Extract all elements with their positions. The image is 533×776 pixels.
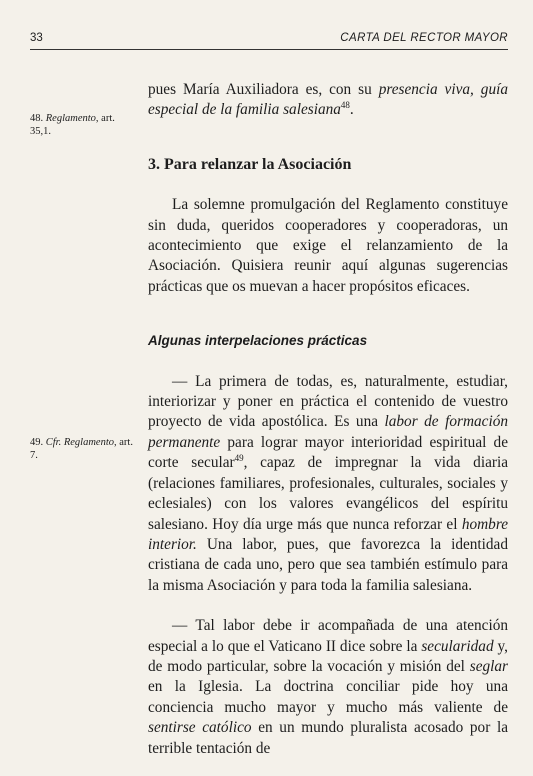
note-reference: , art. 35,1. [30, 113, 115, 137]
paragraph-gap [148, 596, 508, 616]
p2-text-e: en la Iglesia. La doctrina conciliar pide hoy una conciencia mucho mayor y mucho más valiente de [148, 678, 508, 716]
page-number: 33 [30, 32, 43, 44]
p2-emphasis-seglar: seglar [469, 657, 508, 675]
note-number: 49. [30, 437, 44, 448]
note-number: 48. [30, 113, 44, 124]
footnote-ref-49: 49 [234, 453, 244, 464]
intro-end: . [349, 101, 354, 119]
note-reference: , art. 7. [30, 437, 133, 461]
p1-text-f: Una labor, pues, que favorezca la identidad cristiana de cada uno, pero que sea también estímulo para la misma Asociación y para toda la familia salesiana. [148, 535, 508, 594]
section-title: 3. Para relanzar la Asociación [148, 155, 352, 173]
running-title: CARTA DEL RECTOR MAYOR [340, 32, 508, 44]
page-body [148, 80, 508, 759]
p2-text-c: y, de modo particular, sobre la vocación y misión del [148, 637, 508, 675]
intro-emphasis: presencia viva, guía especial de la familia salesiana [148, 81, 508, 119]
p1-emphasis-hombre: hombre interior. [148, 515, 508, 553]
margin-note-48 [30, 112, 138, 138]
p1-text-d: , capaz de impregnar la vida diaria (relaciones familiares, profesionales, culturales, sociales y eclesiales) con los valores evangélicos del espíritu salesiano. Hoy día urge más que nunca reforzar el [148, 454, 508, 533]
p2-emphasis-secularidad: secularidad [421, 637, 494, 655]
p1-text-a: — La primera de todas, es, naturalmente, estudiar, interiorizar y poner en práctica el contenido de vuestro proyecto de vida apostólica. Es una [148, 372, 508, 431]
p1-text-c: para lograr mayor interioridad espiritual de corte secular [148, 433, 508, 472]
note-source: Reglamento [61, 437, 114, 448]
page-header [30, 32, 508, 50]
note-prefix: Cfr. [45, 437, 62, 448]
p2-text-g: en un mundo pluralista acosado por la terrible tentación de [148, 719, 508, 757]
p1-emphasis-formacion: labor de formación permanente [148, 413, 508, 451]
subsection-paragraph-1 [148, 372, 508, 596]
intro-paragraph [148, 80, 508, 121]
section-paragraph: La solemne promulgación del Reglamento constituye sin duda, queridos cooperadores y cooperadoras, un acontecimiento que exige el relanzamiento de la Asociación. Quisiera reunir aquí algunas sugerencias prácticas que os muevan a hacer propósitos eficaces. [148, 196, 508, 295]
intro-text: pues María Auxiliadora es, con su [148, 81, 379, 98]
subsection-paragraph-2 [148, 616, 508, 759]
footnote-ref-48: 48 [340, 100, 350, 111]
margin-note-49 [30, 436, 138, 462]
p2-text-a: — Tal labor debe ir acompañada de una atención especial a lo que el Vaticano II dice sobre la [148, 617, 508, 655]
header-rule [30, 49, 508, 50]
p2-emphasis-catolico: sentirse católico [148, 719, 252, 737]
subsection-title: Algunas interpelaciones prácticas [148, 333, 368, 349]
note-source: Reglamento [45, 113, 96, 124]
